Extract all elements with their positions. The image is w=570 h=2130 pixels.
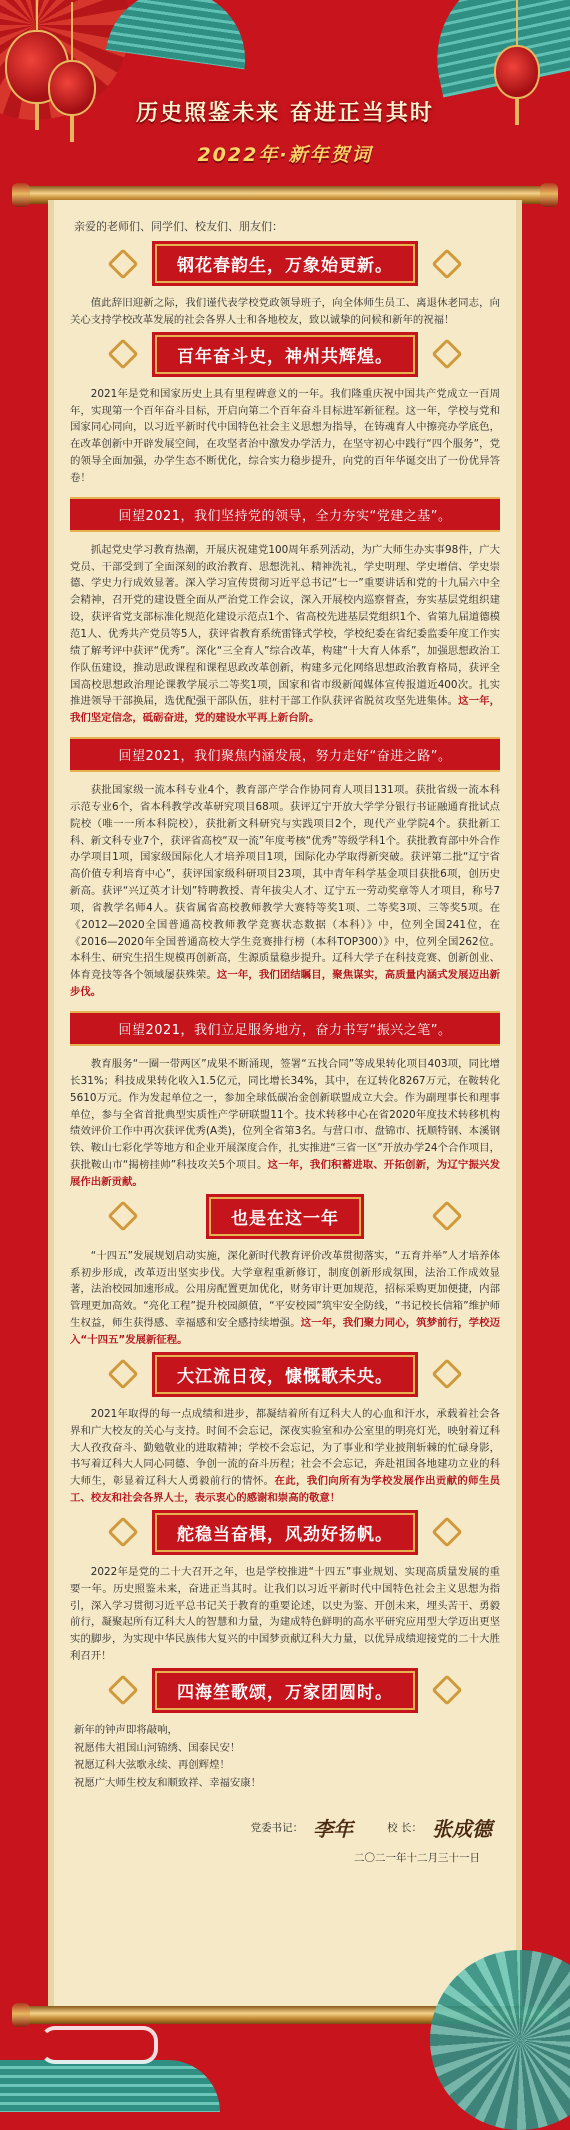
section-banner	[70, 335, 500, 374]
closing-line: 祝愿辽科大弦歌永续、再创辉煌！	[74, 1759, 230, 1772]
emphasis-text: 在此，我们向所有为学校发展作出贡献的师生员工、校友和社会各界人士，表示衷心的感谢和崇高的敬意！	[70, 1475, 501, 1505]
decorative-cloud	[0, 2060, 220, 2112]
paragraph	[70, 1406, 500, 1507]
secretary-label: 党委书记：	[250, 1821, 304, 1834]
page-title: 历史照鉴未来 奋进正当其时	[136, 101, 434, 126]
paragraph-text: 获批国家级一流本科专业4个，教育部产学合作协同育人项目131项。获批省级一流本科示范专业6个，省本科教学改革研究项目68项。获评辽宁开放大学学分银行书证融通育批试点院校（唯一一所本科院校），获批新文科研究与实践项目2个，现代产业学院4个。获批新工科、新文科专业7个，获评省高校“双一流”年度考核“优秀”等级学科1个。获批教育部中外合作办学项目1项，国家级国际化人才培养项目1项，国际化办学取得新突破。获评第二批“辽宁省高价值专利培育中心”，获评国家级科研项目23项，其中青年科学基金项目获批6项，创历史新高。获评“兴辽英才计划”特聘教授、青年拔尖人才、辽宁五一劳动奖章等人才项目，称号7项，省教学名师4人。获省属省高校教师教学大赛特等奖1项、二等奖3项、三等奖5项。在《2012—2020全国普通高校教师教学竞赛状态数据（本科）》中，位列全国241位，在《2016—2020年全国普通高校大学生竞赛排行榜（本科TOP300）》中，位列全国262位。本科生、研究生招生规模再创新高，生源质量稳步提升。辽科大学子在科技竞赛、创新创业、体育竞技等各个领域屡获殊荣。	[70, 784, 500, 982]
president-label: 校 长：	[387, 1821, 422, 1834]
section-banner	[70, 1671, 500, 1710]
closing-line: 祝愿伟大祖国山河锦绣、国泰民安！	[74, 1741, 241, 1754]
decorative-swirl	[40, 2026, 158, 2064]
paragraph: 2021年是党和国家历史上具有里程碑意义的一年。我们隆重庆祝中国共产党成立一百周年，实现第一个百年奋斗目标，开启向第二个百年奋斗目标进军新征程。这一年，学校与党和国家同心同向，以习近平新时代中国特色社会主义思想为指导，在铸魂育人中擦亮办学底色，在改革创新中开辟发展空间，在攻坚者治中激发办学活力，在坚守初心中践行“四个服务”，党的领导全面加强，办学生态不断优化，综合实力稳步提升，向党的百年华诞交出了一份优异答卷！	[70, 387, 500, 484]
section-banner	[70, 1513, 500, 1552]
president-signature: 张成德	[432, 1816, 492, 1841]
paragraph: 值此辞旧迎新之际，我们谨代表学校党政领导班子，向全体师生员工、离退休老同志，向关心支持学校改革发展的社会各界人士和各地校友，致以诚挚的问候和新年的祝福！	[70, 297, 500, 326]
paragraph	[70, 782, 500, 1001]
emphasis-text: 这一年，我们坚定信念，砥砺奋进，党的建设水平再上新台阶。	[70, 695, 501, 725]
paragraph	[70, 1248, 500, 1349]
decorative-cloud	[106, 0, 254, 69]
closing-line: 祝愿广大师生校友和顺致祥、幸福安康！	[74, 1777, 262, 1789]
secretary-signature: 李年	[313, 1816, 354, 1841]
section-banner	[70, 1355, 500, 1394]
sub-section-title: 回望2021，我们立足服务地方，奋力书写“振兴之笔”。	[70, 1011, 500, 1046]
greeting-line: 亲爱的老师们、同学们、校友们、朋友们：	[74, 220, 283, 233]
section-title: 百年奋斗史，神州共辉煌。	[155, 335, 415, 374]
paragraph-text: 教育服务“一圈一带两区”成果不断涌现，签署“五找合同”等成果转化项目403项，同比增长31%；科技成果转化收入1.5亿元，同比增长34%，其中，在辽转化8267万元，在鞍转化5610万元。作为发起单位之一，参加全球低碳冶金创新联盟成立大会。作为副理事长和理事单位，参与全省首批典型实质性产学研联盟11个。技术转移中心在省2020年度技术转移机构绩效评价工作中再次获评优秀(A类)，位列全省第3名。与营口市、盘锦市、抚顺特钢、本溪钢铁、鞍山七彩化学等地方和企业开展深度合作，扎实推进“三省一区”开放办学24个合作项目，获批鞍山市“揭榜挂帅”科技攻关5个项目。	[70, 1058, 500, 1172]
emphasis-text: 这一年，我们积蓄进取、开拓创新，为辽宁振兴发展作出新贡献。	[70, 1159, 500, 1188]
sub-section-title: 回望2021，我们坚持党的领导，全力夯实“党建之基”。	[70, 497, 500, 532]
paragraph-text: “十四五”发展规划启动实施，深化新时代教育评价改革贯彻落实，“五育并举”人才培养体系初步形成，改革迈出坚实步伐。大学章程重新修订，制度创新形成氛围，法治工作成效显著，法治校园加速形成。公用房配置更加优化，财务审计更加规范，招标采购更加便捷，内部管理更加高效。“亮化工程”提升校园颜值，“平安校园”筑牢安全防线，“书记校长信箱”维护师生权益，师生获得感、幸福感和安全感持续增强。	[70, 1249, 500, 1330]
section-title: 钢花春韵生，万象始更新。	[155, 244, 415, 283]
section-banner	[70, 244, 500, 283]
paragraph: 2022年是党的二十大召开之年，也是学校推进“十四五”事业规划、实现高质量发展的重要一年。历史照鉴未来，奋进正当其时。让我们以习近平新时代中国特色社会主义思想为指引，深入学习贯彻习近平总书记关于教育的重要论述，以史为鉴、开创未来，埋头苦干、勇毅前行，凝聚起所有辽科大人的智慧和力量，为建成特色鲜明的高水平研究应用型大学迈出更坚实的脚步，为实现中华民族伟大复兴的中国梦贡献辽科大力量，以优异成绩迎接党的二十大胜利召开！	[70, 1565, 500, 1663]
paragraph-text: 抓起党史学习教育热潮，开展庆祝建党100周年系列活动，为广大师生办实事98件，广大党员、干部受到了全面深刻的政治教育、思想洗礼、精神洗礼，学史明理、学史增信、学史崇德、学史力行成效显著。深入学习宣传贯彻习近平总书记“七一”重要讲话和党的十九届六中全会精神，召开党的建设暨全面从严治党工作会议，深入开展校内巡察督查，夯实基层党组织建设，获评省党支部标准化规范化建设示范点1个、省高校先进基层党组织1个、省第九届道德模范1人、优秀共产党员等5人，获评省教育系统雷锋式学校，学校纪委在省纪委监委年度工作实绩了解考评中获评“优秀”。深化“三全育人”综合改革，构建“十大育人体系”，加强思想政治工作队伍建设，推动思政课程和课程思政改革创新，构建多元化网络思想政治教育格局，获评全国高校思想政治理论课教学展示二等奖1项，国家和省市级新闻媒体宣传报道近400次。扎实推进领导干部换届，选优配强干部队伍，驻村干部工作队获评省脱贫攻坚先进集体。	[70, 543, 500, 708]
paragraph-text: 2021年取得的每一点成绩和进步，都凝结着所有辽科大人的心血和汗水，承载着社会各界和广大校友的关心与支持。时间不会忘记，深夜实验室和办公室里的明亮灯光，映射着辽科大人孜孜奋斗、勤勉敬业的进取精神；学校不会忘记，为了事业和学业披荆斩棘的忙碌身影，书写着辽科大人同心同德、争创一流的奋斗历程；社会不会忘记，奔赴祖国各地建功立业的科大师生，彰显着辽科大人勇毅前行的情怀。	[70, 1407, 500, 1488]
paragraph	[70, 542, 500, 727]
section-title: 也是在这一年	[209, 1197, 361, 1236]
closing-wishes	[74, 1722, 500, 1793]
section-title: 大江流日夜，慷慨歌未央。	[155, 1355, 415, 1394]
page-subtitle: 2022年·新年贺词	[197, 144, 373, 166]
closing-line: 新年的钟声即将敲响，	[74, 1723, 178, 1736]
section-title: 舵稳当奋楫，风劲好扬帆。	[155, 1513, 415, 1552]
emphasis-text: 这一年，我们聚力同心，筑梦前行，学校迈入“十四五”发展新征程。	[70, 1317, 501, 1346]
section-banner	[70, 1197, 500, 1236]
section-title: 四海笙歌颂，万家团圆时。	[155, 1671, 415, 1710]
emphasis-text: 这一年，我们团结瞩目，聚焦谋实，高质量内涵式发展迈出新步伐。	[70, 969, 501, 999]
scroll-paper	[48, 200, 522, 2008]
letter-date: 二〇二一年十二月三十一日	[354, 1851, 480, 1864]
sub-section-title: 回望2021，我们聚焦内涵发展，努力走好“奋进之路”。	[70, 737, 500, 772]
signature-block	[70, 1813, 500, 1842]
lantern-icon	[494, 45, 540, 99]
paragraph	[70, 1056, 500, 1191]
